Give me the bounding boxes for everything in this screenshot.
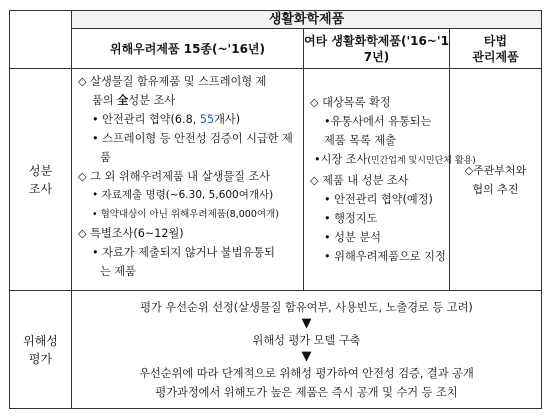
row-label-survey <box>10 69 72 291</box>
risk-step-2: 위해성 평가 모델 구축 <box>252 333 361 347</box>
survey-c2-line: • 위해우려제품으로 지정 <box>324 250 446 263</box>
down-arrow-icon: ▼ <box>301 348 312 364</box>
risk-step-3: 우선순위에 따라 단계적으로 위해성 평가하여 안전성 검증, 결과 공개 <box>139 366 474 380</box>
risk-step-4: 평가과정에서 위해도가 높은 제품은 즉시 공개 및 수거 등 조치 <box>155 385 458 399</box>
header-other-products-line1: 여타 생활화학제품('16~'1 <box>304 33 449 48</box>
row-label-survey-line2: 조사 <box>28 181 53 196</box>
survey-c2-line: ◇ 제품 내 성분 조사 <box>310 174 409 187</box>
survey-c2-note: (민간업계 및시민단체 활용) <box>367 156 476 166</box>
header-other-products-line2: 7년) <box>363 49 390 64</box>
survey-c1-highlight: 55 <box>199 113 215 126</box>
survey-c3-line: ◇주관부처와 <box>464 163 527 177</box>
corner-cell <box>10 11 72 69</box>
header-other-law-line1: 타법 <box>483 33 508 48</box>
main-title: 생활화학제품 <box>72 11 542 29</box>
survey-hazard-products-cell <box>72 69 304 291</box>
survey-c1-line <box>78 91 297 110</box>
survey-c1-text: 성분 조사 <box>128 94 176 107</box>
survey-c1-line: • 자료가 제출되지 않거나 불법유통되 <box>92 246 275 259</box>
survey-c1-line: 품 <box>100 151 111 164</box>
survey-c1-line: ◇ 그 외 위해우려제품 내 살생물질 조사 <box>78 170 271 183</box>
down-arrow-icon: ▼ <box>301 315 312 331</box>
survey-c1-text: • 안전관리 협약(6.8, <box>92 113 200 126</box>
survey-c1-line: ◇ 살생물질 함유제품 및 스프레이형 제 <box>78 75 267 88</box>
risk-step-1: 평가 우선순위 선정(살생물질 함유여부, 사용빈도, 노출경로 등 고려) <box>140 300 473 314</box>
survey-c2-line: 제품 목록 제출 <box>324 134 396 147</box>
survey-c2-line: • 성분 분석 <box>324 231 381 244</box>
row-label-survey-line1: 성분 <box>28 163 53 178</box>
survey-c2-line: • 행정지도 <box>324 212 378 225</box>
row-label-risk <box>10 291 72 409</box>
survey-c1-emphasis: 全 <box>117 94 129 107</box>
survey-c1-line: ◇ 특별조사(6~12월) <box>78 227 184 240</box>
survey-c1-line: • 자료제출 명령(~6.30, 5,600여개사) <box>92 189 274 201</box>
header-hazard-products: 위해우려제품 15종(~'16년) <box>72 29 304 69</box>
header-other-law-products <box>450 29 542 69</box>
row-label-risk-line2: 평가 <box>28 351 53 366</box>
survey-c1-text: 품의 <box>92 94 118 107</box>
survey-c2-line <box>310 150 476 171</box>
survey-c2-line: • 안전관리 협약(예정) <box>324 193 433 206</box>
survey-c1-text: 개사) <box>214 113 241 126</box>
survey-c2-text: •시장 조사 <box>314 153 368 166</box>
risk-assessment-cell <box>72 291 542 409</box>
survey-c1-line <box>78 110 297 129</box>
chemical-products-table <box>9 10 542 409</box>
survey-c1-line: • 스프레이형 등 안전성 검증이 시급한 제 <box>92 132 293 145</box>
survey-c3-line: 협의 추진 <box>472 182 519 196</box>
survey-c2-line: ◇ 대상목록 확정 <box>310 96 391 109</box>
survey-c1-line: • 협약대상이 아닌 위해우려제품(8,000여개) <box>92 209 279 220</box>
row-label-risk-line1: 위해성 <box>23 333 58 348</box>
survey-other-products-cell <box>304 69 476 291</box>
survey-other-law-cell <box>450 69 542 291</box>
survey-c1-line: 는 제품 <box>100 265 136 278</box>
survey-c2-line: •유통사에서 유통되는 <box>324 115 432 128</box>
header-other-products <box>304 29 450 69</box>
header-other-law-line2: 관리제품 <box>472 49 519 64</box>
